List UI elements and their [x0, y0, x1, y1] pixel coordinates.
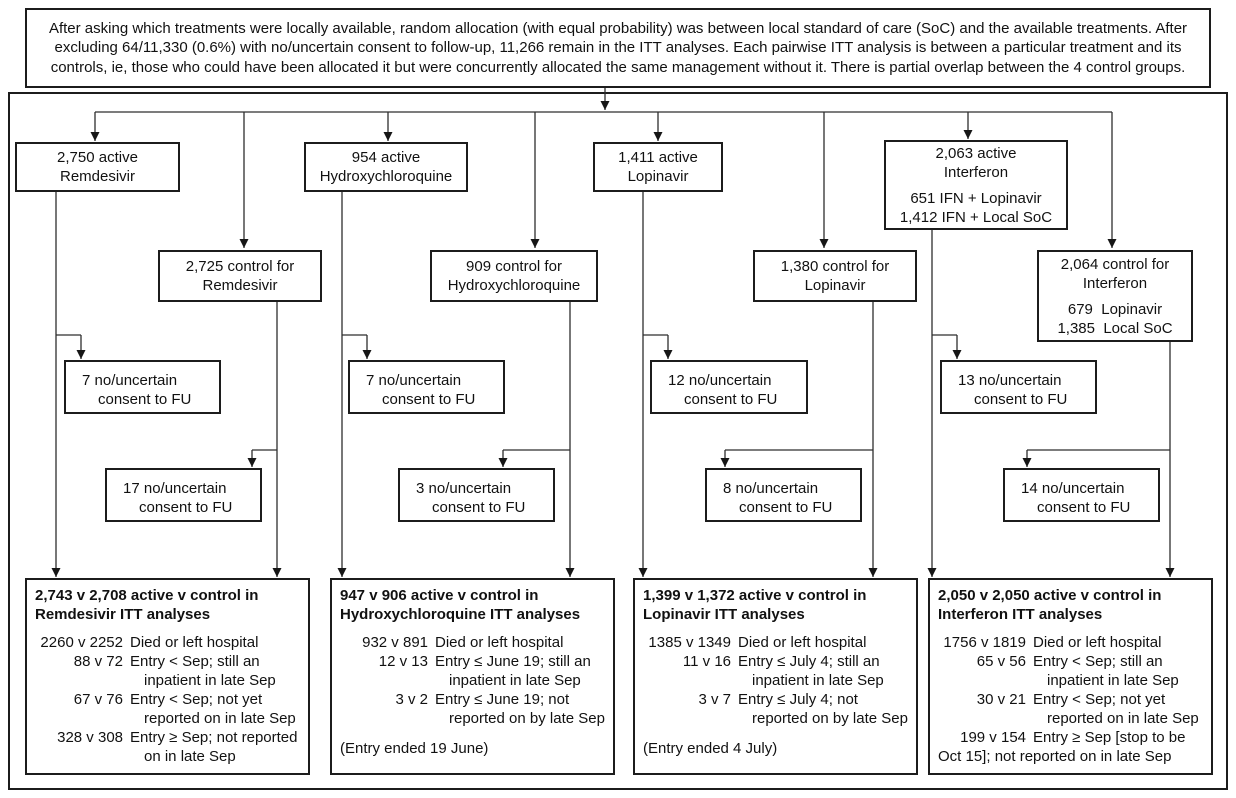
consent-line1: 8 no/uncertain	[723, 480, 819, 497]
active-sub-ifn-soc: 1,412 IFN + Local SoC	[899, 208, 1053, 226]
itt-stats	[938, 633, 1203, 766]
consent-line2: consent to FU	[432, 499, 526, 516]
stat-numbers: 199 v 154	[960, 729, 1026, 746]
active-count: 1,411 active	[618, 149, 698, 166]
consent-box-control-interferon	[1003, 468, 1160, 522]
itt-box-hydroxychloroquine	[330, 578, 615, 775]
active-treatment: Interferon	[943, 163, 1009, 181]
active-box-lopinavir	[593, 142, 723, 192]
consent-line2: consent to FU	[98, 391, 192, 408]
stat-description: Died or left hospital	[1033, 634, 1162, 651]
stat-numbers: 30 v 21	[976, 691, 1026, 708]
consent-line2: consent to FU	[139, 499, 233, 516]
itt-stats	[643, 633, 908, 728]
active-treatment: Lopinavir	[627, 168, 689, 185]
consent-line2: consent to FU	[974, 391, 1068, 408]
stat-row	[938, 652, 1203, 690]
stat-numbers: 932 v 891	[362, 634, 428, 651]
control-count: 2,064 control for	[1060, 255, 1170, 273]
active-sub-ifn-lopinavir: 651 IFN + Lopinavir	[910, 189, 1042, 207]
active-treatment: Hydroxychloroquine	[319, 168, 453, 185]
consent-line2: consent to FU	[684, 391, 778, 408]
stat-numbers: 3 v 7	[698, 691, 731, 708]
stat-numbers: 2260 v 2252	[40, 634, 123, 651]
itt-stats	[35, 633, 300, 766]
itt-box-interferon	[928, 578, 1213, 775]
stat-numbers: 1385 v 1349	[648, 634, 731, 651]
control-box-lopinavir	[753, 250, 917, 302]
consent-line1: 17 no/uncertain	[123, 480, 227, 497]
control-sub-lopinavir: 679 Lopinavir	[1067, 300, 1163, 318]
stat-row	[938, 728, 1203, 747]
stat-row	[35, 690, 300, 728]
consent-box-active-remdesivir	[64, 360, 221, 414]
stat-description: Died or left hospital	[435, 634, 564, 651]
consent-box-active-lopinavir	[650, 360, 808, 414]
stat-description: Entry < Sep; not yet reported on in late Sep	[1033, 691, 1199, 727]
active-box-hydroxychloroquine	[304, 142, 468, 192]
stat-description: Entry ≥ Sep; not reported on in late Sep	[130, 729, 298, 765]
stat-row	[35, 633, 300, 652]
stat-row	[643, 633, 908, 652]
stat-numbers: 67 v 76	[73, 691, 123, 708]
stat-numbers: 328 v 308	[57, 729, 123, 746]
stat-numbers: 3 v 2	[395, 691, 428, 708]
stat-row	[938, 633, 1203, 652]
control-count: 1,380 control for	[780, 258, 890, 275]
stat-description: Entry < Sep; still an inpatient in late Sep	[1033, 653, 1179, 689]
consent-line2: consent to FU	[382, 391, 476, 408]
itt-title: 947 v 906 active v control in Hydroxychloroquine ITT analyses	[340, 587, 581, 623]
active-treatment: Remdesivir	[59, 168, 135, 185]
itt-box-remdesivir	[25, 578, 310, 775]
stat-description: Entry ≤ July 4; still an inpatient in late Sep	[738, 653, 884, 689]
control-treatment: Remdesivir	[202, 277, 278, 294]
consent-box-control-remdesivir	[105, 468, 262, 522]
consent-line1: 13 no/uncertain	[958, 372, 1062, 389]
stat-row	[938, 690, 1203, 728]
consent-line1: 7 no/uncertain	[82, 372, 178, 389]
control-box-interferon	[1037, 250, 1193, 342]
stat-row	[340, 633, 605, 652]
stat-row	[340, 690, 605, 728]
consent-line1: 7 no/uncertain	[366, 372, 462, 389]
stat-description: Entry ≥ Sep [stop to be	[1033, 729, 1186, 746]
stat-row	[35, 652, 300, 690]
itt-stats	[340, 633, 605, 728]
control-box-remdesivir	[158, 250, 322, 302]
consent-line1: 12 no/uncertain	[668, 372, 772, 389]
control-count: 2,725 control for	[185, 258, 295, 275]
intro-text: After asking which treatments were locally available, random allocation (with equal probability) was between local standard of care (SoC) and the available treatments. After excluding 64/11,330 (0.6%) with no/uncertain consent to follow-up, 11,266 remain in the ITT analyses. Each pairwise ITT analysis is between a particular treatment and its controls, ie, those who could have been allocated it but were concurrently allocated the same management without it. There is partial overlap between the 4 control groups.	[48, 19, 1188, 76]
stat-row	[643, 690, 908, 728]
itt-title: 2,050 v 2,050 active v control in Interferon ITT analyses	[938, 587, 1162, 623]
consent-line1: 3 no/uncertain	[416, 480, 512, 497]
intro-box	[25, 8, 1211, 88]
itt-footnote: (Entry ended 4 July)	[643, 740, 778, 757]
itt-box-lopinavir	[633, 578, 918, 775]
stat-row	[35, 728, 300, 766]
control-treatment: Interferon	[1082, 274, 1148, 292]
itt-title: 2,743 v 2,708 active v control in Remdesivir ITT analyses	[35, 587, 259, 623]
consent-line2: consent to FU	[739, 499, 833, 516]
stat-numbers: 12 v 13	[378, 653, 428, 670]
itt-footnote: (Entry ended 19 June)	[340, 740, 489, 757]
consent-line1: 14 no/uncertain	[1021, 480, 1125, 497]
stat-description: Died or left hospital	[738, 634, 867, 651]
stat-description: Entry ≤ July 4; not reported on by late Sep	[738, 691, 908, 727]
consent-box-active-interferon	[940, 360, 1097, 414]
stat-description: Entry < Sep; not yet reported on in late Sep	[130, 691, 296, 727]
consent-box-active-hydroxychloroquine	[348, 360, 505, 414]
stat-row	[643, 652, 908, 690]
active-count: 954 active	[351, 149, 421, 166]
consent-box-control-hydroxychloroquine	[398, 468, 555, 522]
active-count: 2,750 active	[57, 149, 138, 166]
itt-title: 1,399 v 1,372 active v control in Lopinavir ITT analyses	[643, 587, 867, 623]
active-box-remdesivir	[15, 142, 180, 192]
consent-line2: consent to FU	[1037, 499, 1131, 516]
stat-numbers: 65 v 56	[976, 653, 1026, 670]
control-treatment: Lopinavir	[804, 277, 866, 294]
stat-numbers: 88 v 72	[73, 653, 123, 670]
control-count: 909 control for	[466, 258, 562, 275]
stat-description: Died or left hospital	[130, 634, 259, 651]
active-count: 2,063 active	[935, 144, 1017, 162]
stat-description: Entry < Sep; still an inpatient in late Sep	[130, 653, 276, 689]
stat-continuation: Oct 15]; not reported on in late Sep	[938, 748, 1172, 765]
control-treatment: Hydroxychloroquine	[447, 277, 581, 294]
control-sub-soc: 1,385 Local SoC	[1057, 319, 1173, 337]
control-box-hydroxychloroquine	[430, 250, 598, 302]
stat-numbers: 1756 v 1819	[943, 634, 1026, 651]
stat-description: Entry ≤ June 19; still an inpatient in late Sep	[435, 653, 591, 689]
stat-description: Entry ≤ June 19; not reported on by late Sep	[435, 691, 605, 727]
stat-row	[340, 652, 605, 690]
active-box-interferon	[884, 140, 1068, 230]
consent-box-control-lopinavir	[705, 468, 862, 522]
stat-numbers: 11 v 16	[682, 653, 731, 670]
